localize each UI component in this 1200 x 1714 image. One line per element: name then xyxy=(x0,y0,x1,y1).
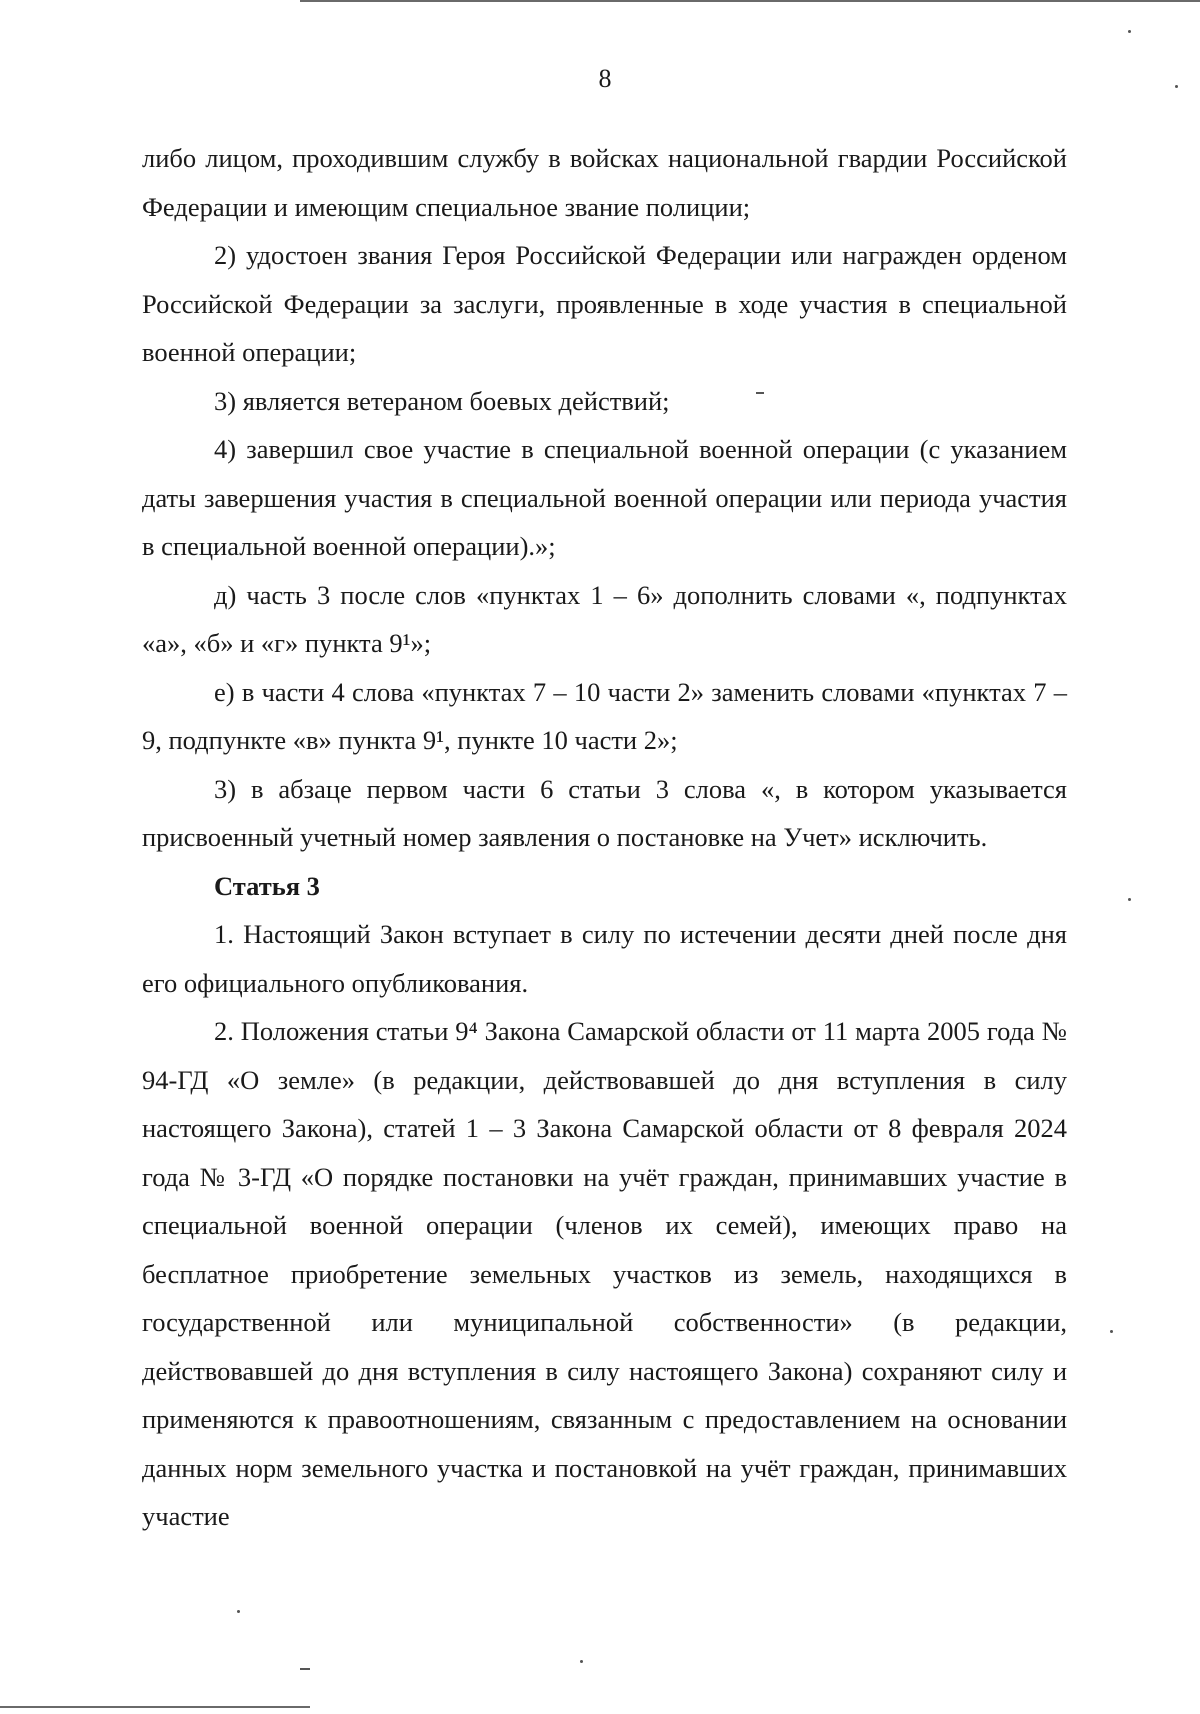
article-paragraph-1: 1. Настоящий Закон вступает в силу по истечении десяти дней после дня его официального опубликования. xyxy=(142,919,1067,998)
scan-speck xyxy=(1175,85,1178,88)
paragraph-amendment-3: 3) в абзаце первом части 6 статьи 3 слова «, в котором указывается присвоенный учетный номер заявления о постановке на Учет» исключить. xyxy=(142,773,1067,852)
scan-speck xyxy=(300,1668,310,1670)
scan-edge-bottom xyxy=(0,1706,310,1708)
article-paragraph-2: 2. Положения статьи 9⁴ Закона Самарской области от 11 марта 2005 года № 94-ГД «О земле» (в редакции, действовавшей до дня вступления в силу настоящего Закона), статей 1 – 3 Закона Самарской области от 8 февраля 2024 года № 3-ГД «О порядке постановки на учёт граждан, принимавших участие в специальной военной операции (членов их семей), имеющих право на бесплатное приобретение земельных участков из земель, находящихся в государственной или муниципальной собственности» (в редакции, действовавшей до дня вступления в силу настоящего Закона) сохраняют силу и применяются к правоотношениям, связанным с предоставлением на основании данных норм земельного участка и постановкой на учёт граждан, принимавших участие xyxy=(142,1016,1067,1531)
scan-speck xyxy=(580,1660,583,1663)
scan-speck xyxy=(756,392,764,394)
paragraph-item-e: е) в части 4 слова «пунктах 7 – 10 части 2» заменить словами «пунктах 7 – 9, подпункте «в» пункта 9¹, пункте 10 части 2»; xyxy=(142,676,1067,755)
scan-edge-top xyxy=(300,0,1200,2)
paragraph-item-d: д) часть 3 после слов «пунктах 1 – 6» дополнить словами «, подпунктах «а», «б» и «г» пункта 9¹»; xyxy=(142,579,1067,658)
paragraph-item-4: 4) завершил свое участие в специальной военной операции (с указанием даты завершения участия в специальной военной операции или периода участия в специальной военной операции).»; xyxy=(142,434,1067,561)
paragraph-continuation: либо лицом, проходившим службу в войсках национальной гвардии Российской Федерации и имеющим специальное звание полиции; xyxy=(142,143,1067,222)
paragraph-item-3: 3) является ветераном боевых действий; xyxy=(214,385,670,416)
scan-speck xyxy=(1128,30,1131,33)
scan-speck xyxy=(1110,1330,1113,1333)
page-number: 8 xyxy=(598,64,612,93)
scan-speck xyxy=(237,1610,240,1613)
scan-speck xyxy=(1128,898,1131,901)
paragraph-item-2: 2) удостоен звания Героя Российской Федерации или награжден орденом Российской Федерации за заслуги, проявленные в ходе участия в специальной военной операции; xyxy=(142,240,1067,367)
document-body xyxy=(142,134,1067,1541)
article-heading: Статья 3 xyxy=(214,870,320,901)
